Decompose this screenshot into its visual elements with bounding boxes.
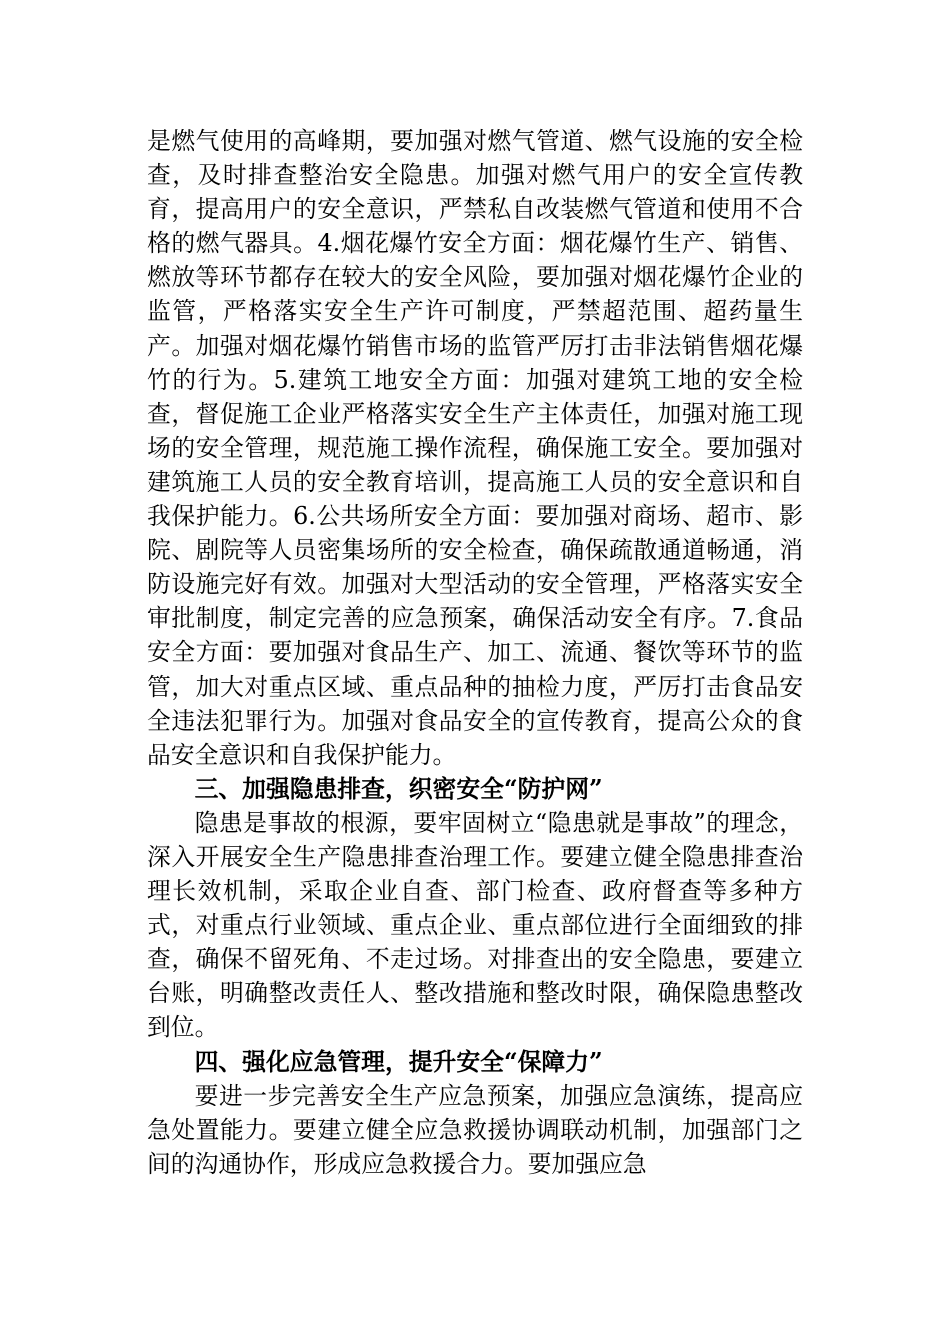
document-body [147,124,803,1181]
body-paragraph: 要进一步完善安全生产应急预案，加强应急演练，提高应急处置能力。要建立健全应急救援协调联动机制，加强部门之间的沟通协作，形成应急救援合力。要加强应急 [147,1081,803,1178]
section-heading: 四、强化应急管理，提升安全“保障力” [194,1047,603,1076]
body-paragraph: 是燃气使用的高峰期，要加强对燃气管道、燃气设施的安全检查，及时排查整治安全隐患。加强对燃气用户的安全宣传教育，提高用户的安全意识，严禁私自改装燃气管道和使用不合格的燃气器具。4.烟花爆竹安全方面：烟花爆竹生产、销售、燃放等环节都存在较大的安全风险，要加强对烟花爆竹企业的监管，严格落实安全生产许可制度，严禁超范围、超药量生产。加强对烟花爆竹销售市场的监管严厉打击非法销售烟花爆竹的行为。5.建筑工地安全方面：加强对建筑工地的安全检查，督促施工企业严格落实安全生产主体责任，加强对施工现场的安全管理，规范施工操作流程，确保施工安全。要加强对建筑施工人员的安全教育培训，提高施工人员的安全意识和自我保护能力。6.公共场所安全方面：要加强对商场、超市、影院、剧院等人员密集场所的安全检查，确保疏散通道畅通，消防设施完好有效。加强对大型活动的安全管理，严格落实安全审批制度，制定完善的应急预案，确保活动安全有序。7.食品安全方面：要加强对食品生产、加工、流通、餐饮等环节的监管，加大对重点区域、重点品种的抽检力度，严厉打击食品安全违法犯罪行为。加强对食品安全的宣传教育，提高公众的食品安全意识和自我保护能力。 [147,127,803,769]
body-paragraph: 隐患是事故的根源，要牢固树立“隐患就是事故”的理念，深入开展安全生产隐患排查治理工作。要建立健全隐患排查治理长效机制，采取企业自查、部门检查、政府督查等多种方式，对重点行业领域、重点企业、重点部位进行全面细致的排查，确保不留死角、不走过场。对排查出的安全隐患，要建立台账，明确整改责任人、整改措施和整改时限，确保隐患整改到位。 [147,808,803,1042]
section-heading: 三、加强隐患排查，织密安全“防护网” [194,774,603,803]
